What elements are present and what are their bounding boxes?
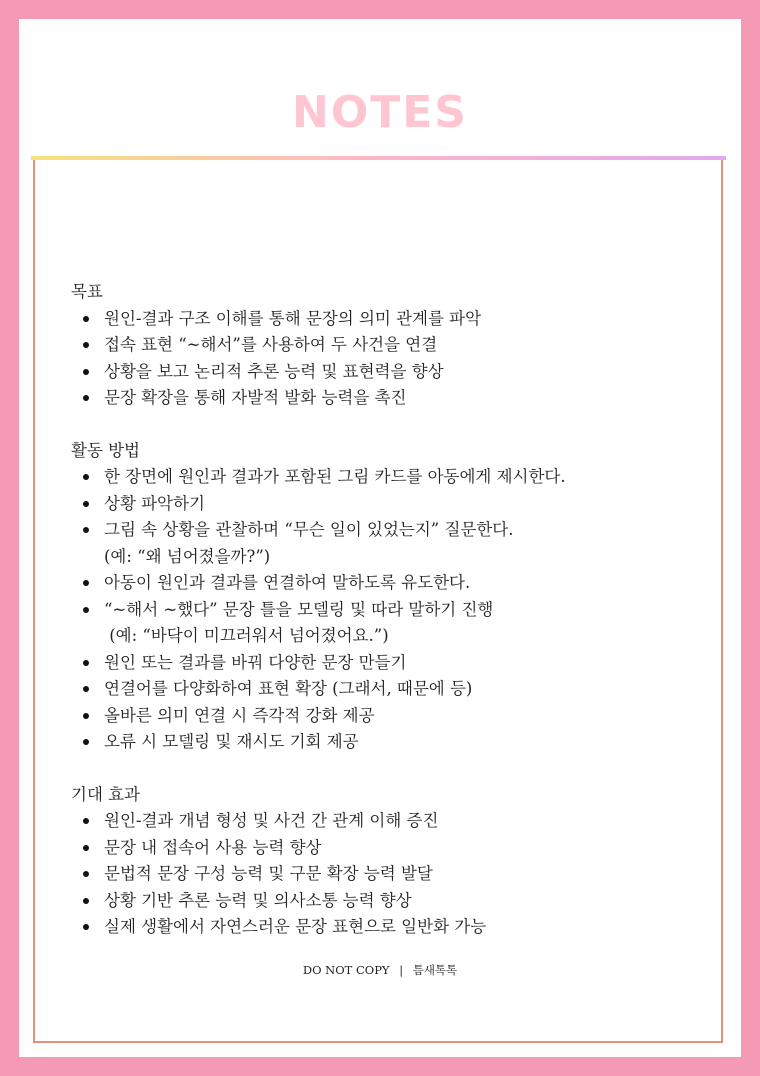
section-heading: 기대 효과	[71, 784, 141, 804]
section-goals	[71, 279, 671, 412]
method-list	[71, 464, 671, 756]
list-item: 올바른 의미 연결 시 즉각적 강화 제공	[104, 703, 671, 730]
effect-list	[71, 808, 671, 941]
list-item: 원인-결과 구조 이해를 통해 문장의 의미 관계를 파악	[104, 306, 671, 333]
page-title: NOTES	[292, 87, 468, 138]
list-item: 문장 내 접속어 사용 능력 향상	[104, 835, 671, 862]
list-item: 실제 생활에서 자연스러운 문장 표현으로 일반화 가능	[104, 914, 671, 941]
list-item: 상황 파악하기	[104, 491, 671, 518]
list-item: 상황을 보고 논리적 추론 능력 및 표현력을 향상	[104, 359, 671, 386]
list-item-example: (예: “바닥이 미끄러워서 넘어졌어요.”)	[104, 626, 389, 645]
list-item	[104, 517, 671, 570]
footer	[0, 962, 760, 978]
footer-separator: |	[399, 963, 404, 977]
list-item: 원인-결과 개념 형성 및 사건 간 관계 이해 증진	[104, 808, 671, 835]
goal-list	[71, 306, 671, 412]
list-item: 문장 확장을 통해 자발적 발화 능력을 촉진	[104, 385, 671, 412]
list-item: 상황 기반 추론 능력 및 의사소통 능력 향상	[104, 888, 671, 915]
list-item	[104, 597, 671, 650]
section-heading: 목표	[71, 282, 103, 301]
brand-name: 틈새톡톡	[412, 963, 458, 977]
list-item-text: “~해서 ~했다” 문장 틀을 모델링 및 따라 말하기 진행	[104, 599, 494, 619]
list-item: 한 장면에 원인과 결과가 포함된 그림 카드를 아동에게 제시한다.	[104, 464, 671, 491]
frame-top-accent	[31, 156, 726, 160]
list-item: 연결어를 다양화하여 표현 확장 (그래서, 때문에 등)	[104, 676, 671, 703]
list-item: 접속 표현 “~해서”를 사용하여 두 사건을 연결	[104, 332, 671, 359]
section-effects	[71, 782, 671, 941]
notes-content	[71, 279, 671, 967]
list-item: 문법적 문장 구성 능력 및 구문 확장 능력 발달	[104, 861, 671, 888]
section-heading: 활동 방법	[71, 440, 141, 460]
list-item: 오류 시 모델링 및 재시도 기회 제공	[104, 729, 671, 756]
list-item: 원인 또는 결과를 바꿔 다양한 문장 만들기	[104, 650, 671, 677]
list-item-example: (예: “왜 넘어졌을까?”)	[104, 546, 271, 566]
list-item-text: 그림 속 상황을 관찰하며 “무슨 일이 있었는지” 질문한다.	[104, 520, 514, 539]
list-item: 아동이 원인과 결과를 연결하여 말하도록 유도한다.	[104, 570, 671, 597]
copyright-notice: DO NOT COPY	[302, 963, 390, 977]
section-methods	[71, 438, 671, 756]
